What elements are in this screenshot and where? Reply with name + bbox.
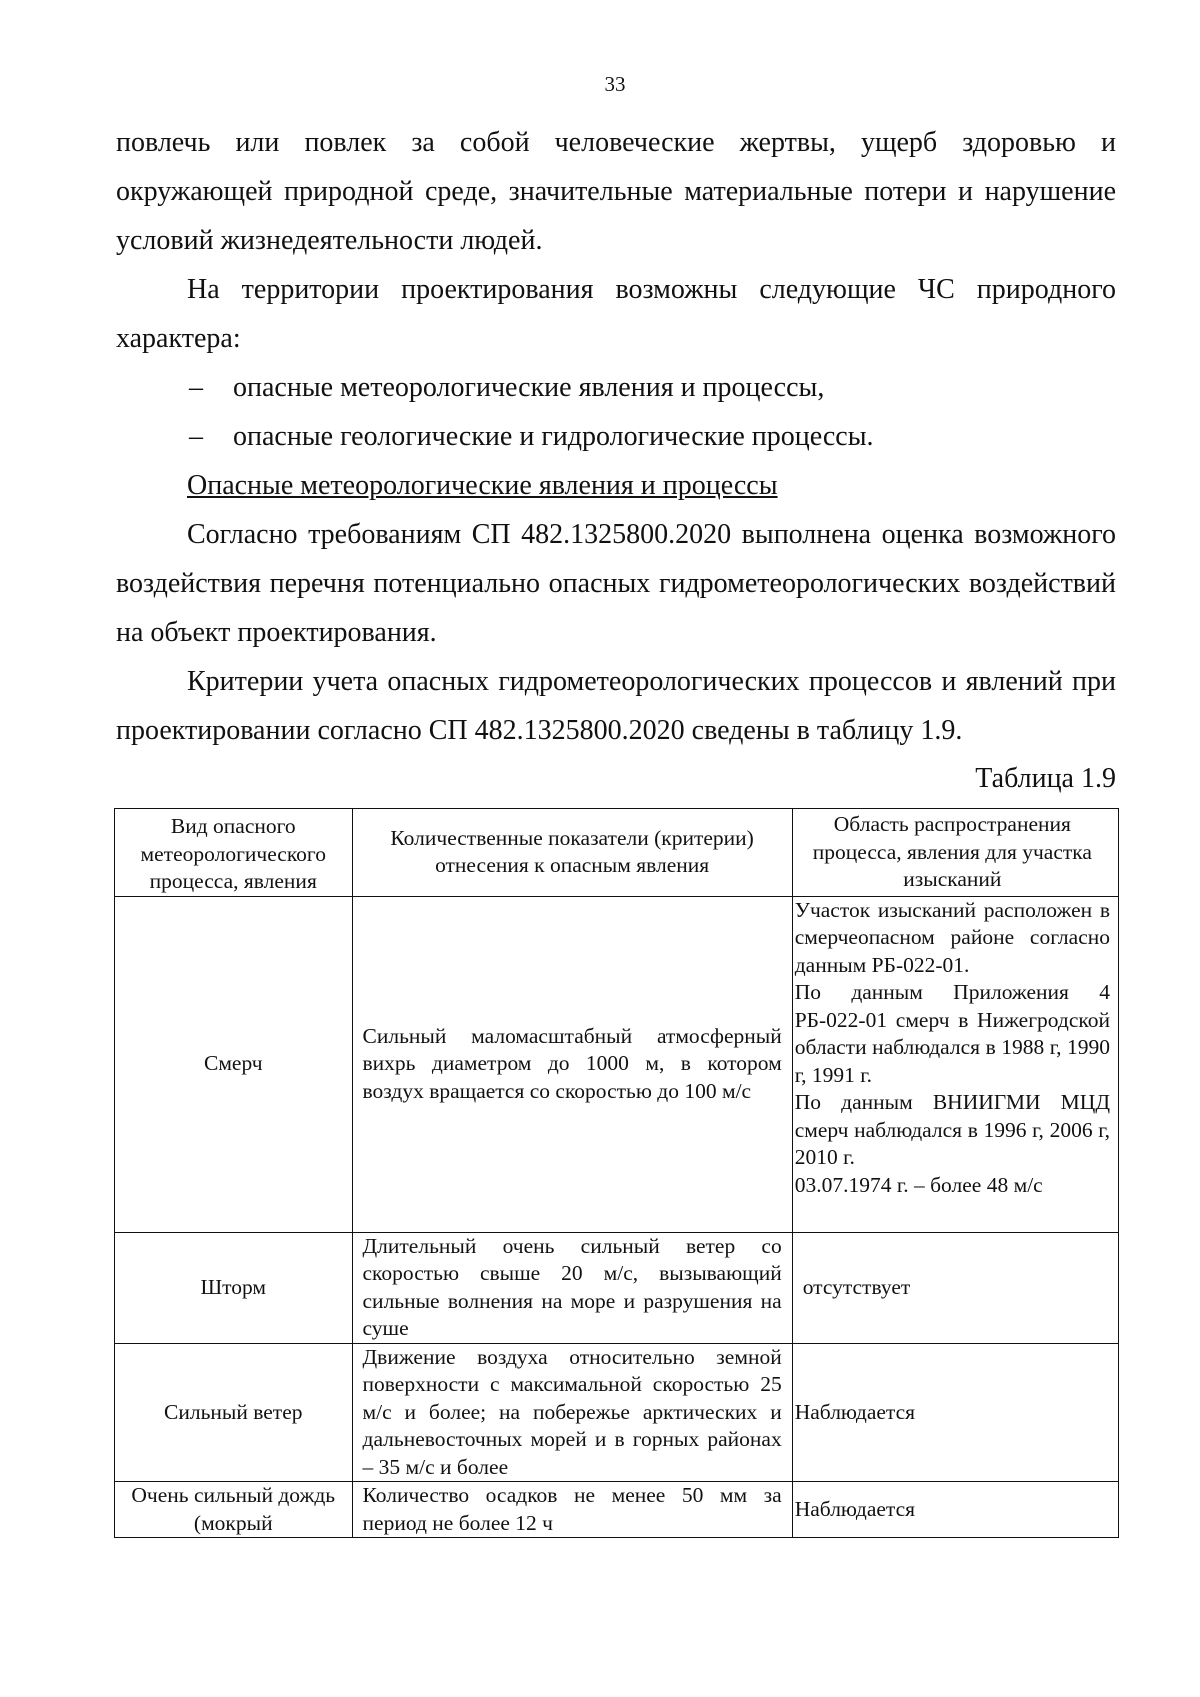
cell-criteria: Сильный маломасштабный атмосферный вихрь диаметром до 1000 м, в котором воздух вращается со скоростью до 100 м/с (352, 896, 792, 1232)
cell-area (792, 1232, 1118, 1343)
paragraph-continuation: повлечь или повлек за собой человеческие жертвы, ущерб здоровью и окружающей природной среде, значительные материальные потери и нарушение условий жизнедеятельности людей. (116, 127, 1116, 256)
paragraph-emergencies: На территории проектирования возможны следующие ЧС природного характера: (116, 274, 1116, 354)
header-type: Вид опасного метеорологического процесса, явления (115, 809, 353, 897)
cell-type: Очень сильный дождь (мокрый (115, 1482, 353, 1538)
table-row (115, 896, 1119, 1232)
cell-criteria: Движение воздуха относительно земной поверхности с максимальной скоростью 25 м/с и более; на побережье арктических и дальневосточных морей и в горных районах – 35 м/с и более (352, 1343, 792, 1482)
page-number: 33 (604, 72, 626, 96)
cell-criteria: Количество осадков не менее 50 мм за период не более 12 ч (352, 1482, 792, 1538)
list-item (116, 363, 1116, 412)
area-line: отсутствует (802, 1274, 911, 1299)
area-line: По данным ВНИИГМИ МЦД смерч наблюдался в 1996 г, 2006 г, 2010 г. (794, 1090, 1110, 1169)
area-line: Участок изысканий расположен в смерчеопасном районе согласно данным РБ-022-01. (794, 897, 1110, 977)
list-dash: – (189, 372, 203, 403)
list-item-text: опасные геологические и гидрологические процессы. (233, 421, 874, 452)
table-row (115, 1482, 1119, 1538)
cell-criteria: Длительный очень сильный ветер со скоростью свыше 20 м/с, вызывающий сильные волнения на море и разрушения на суше (352, 1232, 792, 1343)
cell-type: Сильный ветер (115, 1343, 353, 1482)
area-line: 03.07.1974 г. – более 48 м/с (794, 1172, 1043, 1197)
table-row (115, 1343, 1119, 1482)
table-caption: Таблица 1.9 (975, 763, 1116, 794)
list-item (116, 412, 1116, 461)
paragraph-assessment: Согласно требованиям СП 482.1325800.2020 выполнена оценка возможного воздействия перечня потенциально опасных гидрометеорологических воздействий на объект проектирования. (116, 519, 1116, 648)
document-body (116, 118, 1116, 805)
cell-area (792, 896, 1118, 1232)
area-line: По данным Приложения 4 РБ-022-01 смерч в Нижегродской области наблюдался в 1988 г, 1990 г, 1991 г. (794, 980, 1110, 1087)
header-area: Область распространения процесса, явления для участка изысканий (792, 809, 1118, 897)
list-item-text: опасные метеорологические явления и процессы, (233, 372, 825, 403)
cell-area (792, 1482, 1118, 1538)
list-dash: – (189, 421, 203, 452)
section-heading: Опасные метеорологические явления и процессы (187, 470, 778, 501)
table-header-row (115, 809, 1119, 897)
paragraph-criteria: Критерии учета опасных гидрометеорологических процессов и явлений при проектировании согласно СП 482.1325800.2020 сведены в таблицу 1.9. (116, 666, 1116, 746)
cell-type: Шторм (115, 1232, 353, 1343)
hazards-table (114, 808, 1119, 1538)
table-row (115, 1232, 1119, 1343)
cell-type: Смерч (115, 896, 353, 1232)
cell-area (792, 1343, 1118, 1482)
area-line: Наблюдается (794, 1399, 916, 1424)
header-criteria: Количественные показатели (критерии) отнесения к опасным явления (352, 809, 792, 897)
area-line: Наблюдается (794, 1496, 916, 1521)
